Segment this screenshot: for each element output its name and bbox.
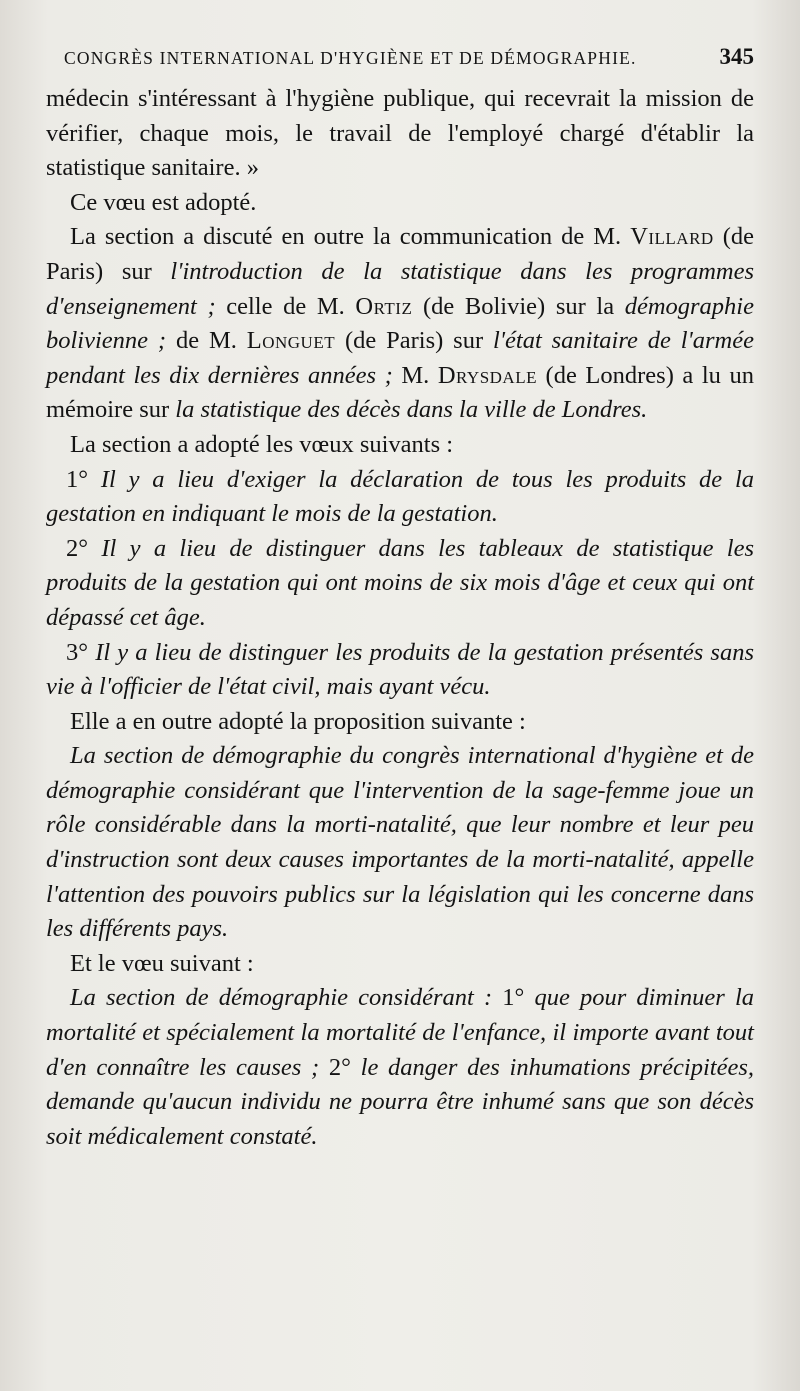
- paragraph-continuation: médecin s'intéressant à l'hygiène publique, qui recevrait la mission de vérifier, chaque mois, le travail de l'employé chargé d'établir la statistique sanitaire. »: [46, 85, 754, 182]
- author-villard: Villard: [630, 223, 714, 251]
- vote-text: le danger des inhumations précipitées, demande qu'aucun individu ne pourra être inhumé sans que son décès soit médicalement constaté.: [46, 1053, 754, 1150]
- text-run: (de Paris) sur: [46, 223, 754, 285]
- running-header: [64, 44, 754, 74]
- paragraph-proposal-text: [46, 739, 754, 947]
- vote-item-3: [46, 636, 754, 705]
- vote-number: 3°: [66, 638, 89, 666]
- vote-text: La section de démographie considérant :: [70, 984, 503, 1012]
- vote-number: 2°: [328, 1053, 351, 1081]
- vote-text: que pour diminuer la mortalité et spécialement la mortalité de l'enfance, il importe avant tout d'en connaître les causes ;: [46, 984, 754, 1081]
- title-drysdale: la statistique des décès dans la ville de Londres.: [175, 396, 648, 424]
- vote-text: Il y a lieu d'exiger la déclaration de tous les produits de la gestation en indiquant le mois de la gestation.: [46, 465, 754, 528]
- vote-item-1: [46, 463, 754, 532]
- vote-item-2: [46, 532, 754, 636]
- vote-text: Il y a lieu de distinguer les produits de la gestation présentés sans vie à l'officier de l'état civil, mais ayant vécu.: [46, 638, 755, 701]
- paragraph-votes-intro: La section a adopté les vœux suivants :: [70, 430, 454, 458]
- paragraph-communications: [46, 220, 754, 428]
- paragraph-vote-adopted: Ce vœu est adopté.: [70, 188, 257, 216]
- paragraph-final-vote: [46, 981, 754, 1154]
- title-villard: l'introduction de la statistique dans les programmes d'enseignement ;: [46, 257, 754, 320]
- text-run: (de Londres) a lu un mémoire sur: [46, 361, 754, 424]
- page-number: 345: [719, 44, 754, 69]
- text-run: La section a discuté en outre la communication de M.: [70, 223, 631, 251]
- vote-text: Il y a lieu de distinguer dans les tableaux de statistique les produits de la gestation qui ont moins de six mois d'âge et ceux qui ont dépassé cet âge.: [46, 534, 755, 631]
- paragraph-vote-intro: Et le vœu suivant :: [70, 949, 254, 977]
- proposal-text: La section de démographie du congrès international d'hygiène et de démographie considérant que l'intervention de la sage-femme joue un rôle considérable dans la morti-natalité, que leur nombre et leur peu d'instruction sont deux causes importantes de la morti-natalité, appelle l'attention des pouvoirs publics sur la législation qui les concerne dans les différents pays.: [46, 742, 754, 943]
- text-run: celle de M.: [215, 292, 356, 320]
- vote-number: 1°: [66, 465, 89, 493]
- text-run: (de Bolivie) sur la: [412, 292, 625, 320]
- page-body: [46, 82, 754, 1154]
- author-longuet: Longuet: [246, 327, 336, 355]
- running-title: CONGRÈS INTERNATIONAL D'HYGIÈNE ET DE DÉMOGRAPHIE.: [64, 48, 637, 68]
- author-ortiz: Ortiz: [355, 292, 413, 320]
- author-drysdale: Drysdale: [437, 361, 537, 389]
- title-ortiz: démographie bolivienne ;: [46, 292, 754, 355]
- vote-number: 1°: [502, 984, 525, 1012]
- text-run: de M.: [166, 327, 247, 355]
- vote-number: 2°: [66, 534, 89, 562]
- paragraph-proposal-intro: Elle a en outre adopté la proposition suivante :: [70, 707, 526, 735]
- title-longuet: l'état sanitaire de l'armée pendant les dix dernières années ;: [46, 327, 754, 389]
- text-run: M.: [392, 361, 438, 389]
- text-run: (de Paris) sur: [335, 327, 493, 355]
